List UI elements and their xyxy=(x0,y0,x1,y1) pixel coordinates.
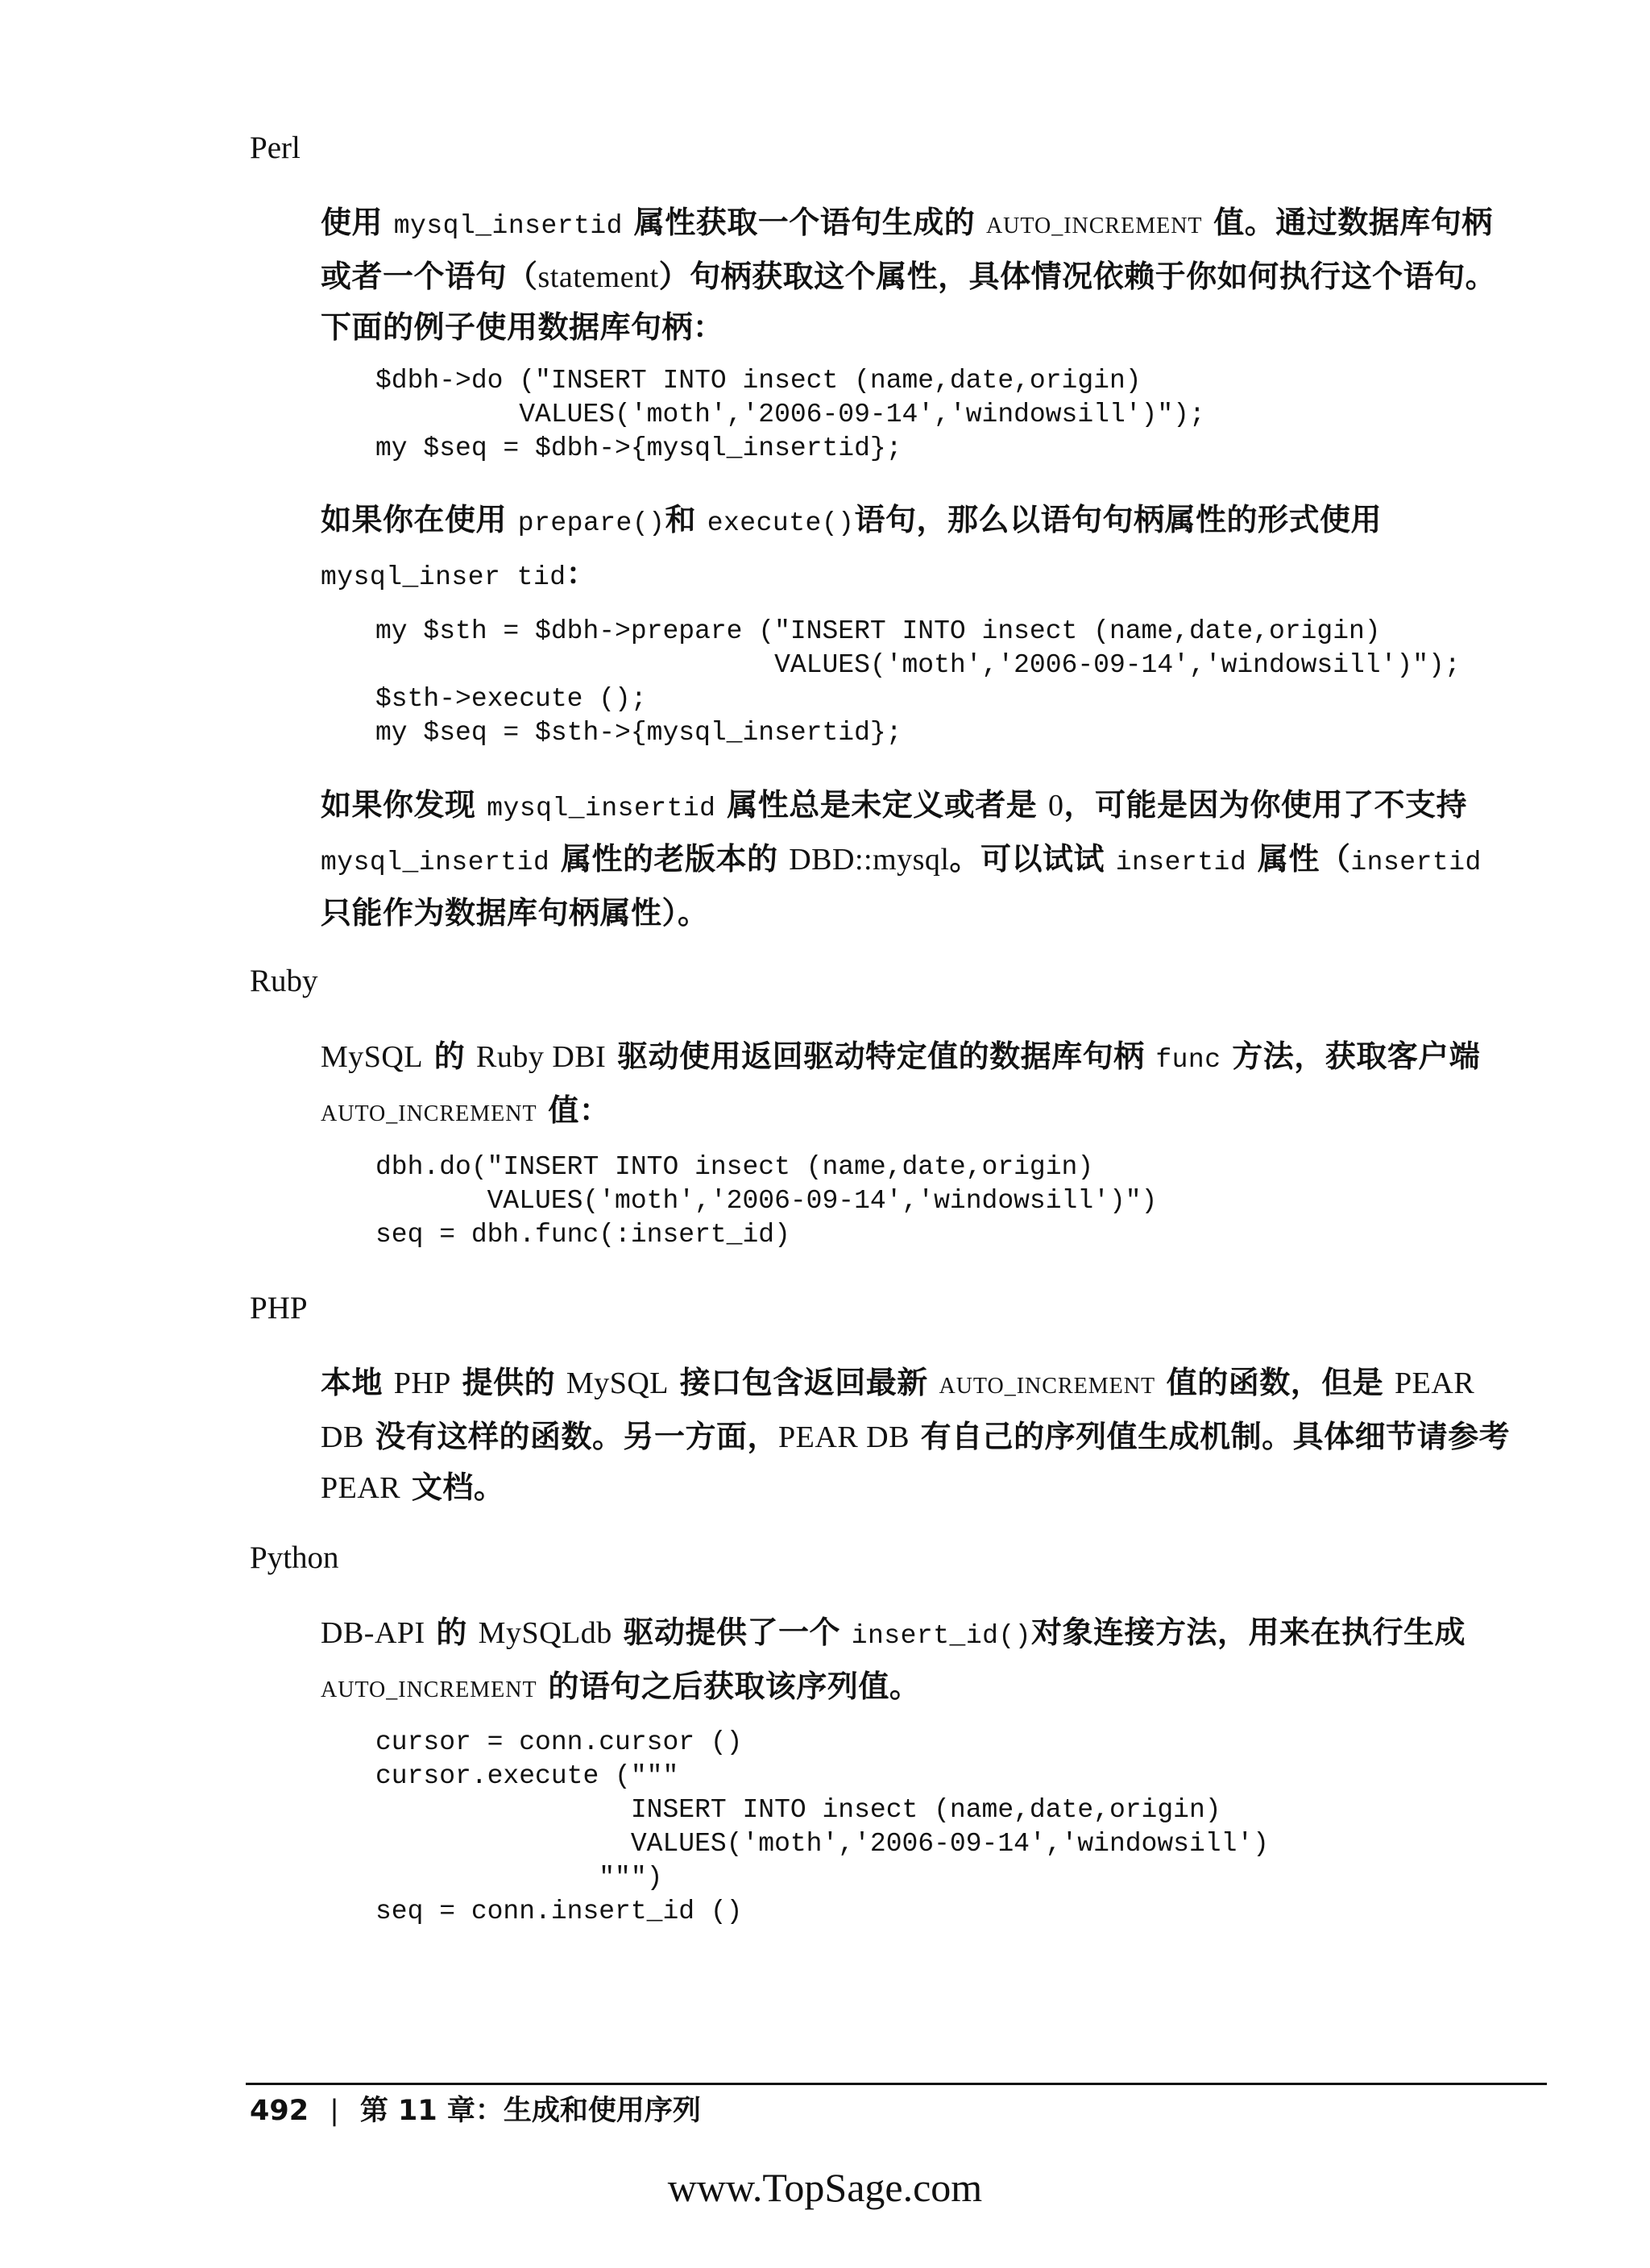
latin-text: statement xyxy=(537,260,659,294)
text-run: 的 xyxy=(423,1038,477,1074)
inline-code: AUTO_INCREMENT xyxy=(321,1677,537,1702)
inline-code: mysql_insertid xyxy=(393,211,623,241)
inline-code: insert_id() xyxy=(851,1621,1032,1651)
ruby-paragraph-1 xyxy=(321,1031,1521,1139)
text-run: 。可以试试 xyxy=(949,840,1116,877)
inline-code: mysql_inser tid xyxy=(321,562,566,592)
text-run: 驱动使用返回驱动特定值的数据库句柄 xyxy=(606,1038,1156,1074)
text-run: 使用 xyxy=(321,204,394,240)
text-run: ）句柄获取这个属性，具体情况依赖于你如何执行这个语句。下面的例子使用数据库句柄： xyxy=(321,258,1497,345)
text-run: 提供的 xyxy=(450,1364,566,1400)
text-run: 的 xyxy=(425,1614,479,1650)
text-run: 文档。 xyxy=(400,1469,505,1505)
text-run: 属性的老版本的 xyxy=(549,840,790,877)
text-run: 本地 xyxy=(321,1364,394,1400)
chapter-title: 第 11 章：生成和使用序列 xyxy=(359,2095,701,2127)
inline-code: prepare() xyxy=(517,508,665,538)
latin-text: PEAR xyxy=(321,1471,401,1505)
perl-code-block-2: my $sth = $dbh->prepare ("INSERT INTO insect (name,date,origin) VALUES('moth','2006-09-14','windowsill')"); $sth->execute (); my $seq = $sth->{mysql_insertid}; xyxy=(375,616,1461,748)
inline-code: mysql_insertid xyxy=(321,848,550,877)
text-run: 值的函数，但是 xyxy=(1155,1364,1395,1400)
text-run: ： xyxy=(566,555,598,591)
text-run: 和 xyxy=(665,501,707,537)
text-run: 只能作为数据库句柄属性）。 xyxy=(321,894,709,931)
text-run: 语句，那么以语句句柄属性的形式使用 xyxy=(854,501,1382,537)
footer-separator: | xyxy=(330,2095,339,2127)
latin-text: MySQL xyxy=(566,1366,669,1400)
php-paragraph-1 xyxy=(321,1358,1521,1513)
ruby-code-block-1: dbh.do("INSERT INTO insect (name,date,origin) VALUES('moth','2006-09-14','windowsill')") seq = dbh.func(:insert_id) xyxy=(375,1152,1158,1250)
perl-paragraph-3 xyxy=(321,780,1521,938)
text-run: 属性总是未定义或者是 xyxy=(715,786,1048,823)
python-code-block-1: cursor = conn.cursor () cursor.execute (""" INSERT INTO insect (name,date,origin) VALUES('moth','2006-09-14','windowsill') """) seq = conn.insert_id () xyxy=(375,1727,1269,1926)
latin-text: PEAR DB xyxy=(778,1420,910,1454)
text-run: 接口包含返回最新 xyxy=(669,1364,939,1400)
latin-text: PEAR DB xyxy=(321,1366,1475,1454)
text-run: 值： xyxy=(537,1092,611,1128)
text-run: 对象连接方法，用来在执行生成 xyxy=(1031,1614,1466,1650)
perl-paragraph-1 xyxy=(321,197,1521,352)
text-run: 有自己的序列值生成机制。具体细节请参考 xyxy=(909,1418,1511,1454)
text-run: 没有这样的函数。另一方面， xyxy=(363,1418,779,1454)
text-run: 的语句之后获取该序列值。 xyxy=(537,1668,921,1704)
page-footer xyxy=(250,2093,701,2129)
inline-code: insertid xyxy=(1115,848,1247,877)
inline-code: AUTO_INCREMENT xyxy=(985,214,1203,238)
python-paragraph-1 xyxy=(321,1607,1521,1715)
text-run: 值。通过数据库句柄或者一个语句（ xyxy=(321,204,1493,294)
inline-code: execute() xyxy=(707,508,855,538)
footer-rule xyxy=(246,2083,1547,2085)
inline-code: AUTO_INCREMENT xyxy=(939,1374,1156,1399)
latin-text: DBD::mysql xyxy=(789,843,950,877)
text-run: 属性（ xyxy=(1246,840,1351,877)
perl-code-block-1: $dbh->do ("INSERT INTO insect (name,date,origin) VALUES('moth','2006-09-14','windowsill')"); my $seq = $dbh->{mysql_insertid}; xyxy=(375,366,1205,463)
latin-text: Ruby DBI xyxy=(476,1040,607,1074)
section-heading-ruby: Ruby xyxy=(250,964,318,998)
latin-text: MySQL xyxy=(321,1040,424,1074)
text-run: 如果你在使用 xyxy=(321,501,518,537)
text-run: 方法，获取客户端 xyxy=(1221,1038,1481,1074)
text-run: 如果你发现 xyxy=(321,786,487,823)
text-run: 属性获取一个语句生成的 xyxy=(622,204,986,240)
inline-code: AUTO_INCREMENT xyxy=(321,1101,537,1126)
latin-text: 0 xyxy=(1047,789,1064,823)
perl-paragraph-2 xyxy=(321,495,1521,603)
latin-text: MySQLdb xyxy=(478,1616,612,1650)
section-heading-php: PHP xyxy=(250,1291,308,1325)
section-heading-python: Python xyxy=(250,1540,339,1575)
inline-code: func xyxy=(1155,1045,1221,1075)
watermark-url: www.TopSage.com xyxy=(667,2165,983,2210)
latin-text: DB-API xyxy=(321,1616,425,1650)
page-number: 492 xyxy=(250,2095,309,2127)
text-run: 驱动提供了一个 xyxy=(611,1614,852,1650)
latin-text: PHP xyxy=(393,1366,451,1400)
inline-code: insertid xyxy=(1350,848,1482,877)
section-heading-perl: Perl xyxy=(250,131,301,165)
inline-code: mysql_insertid xyxy=(487,794,716,823)
text-run: ，可能是因为你使用了不支持 xyxy=(1063,786,1467,823)
